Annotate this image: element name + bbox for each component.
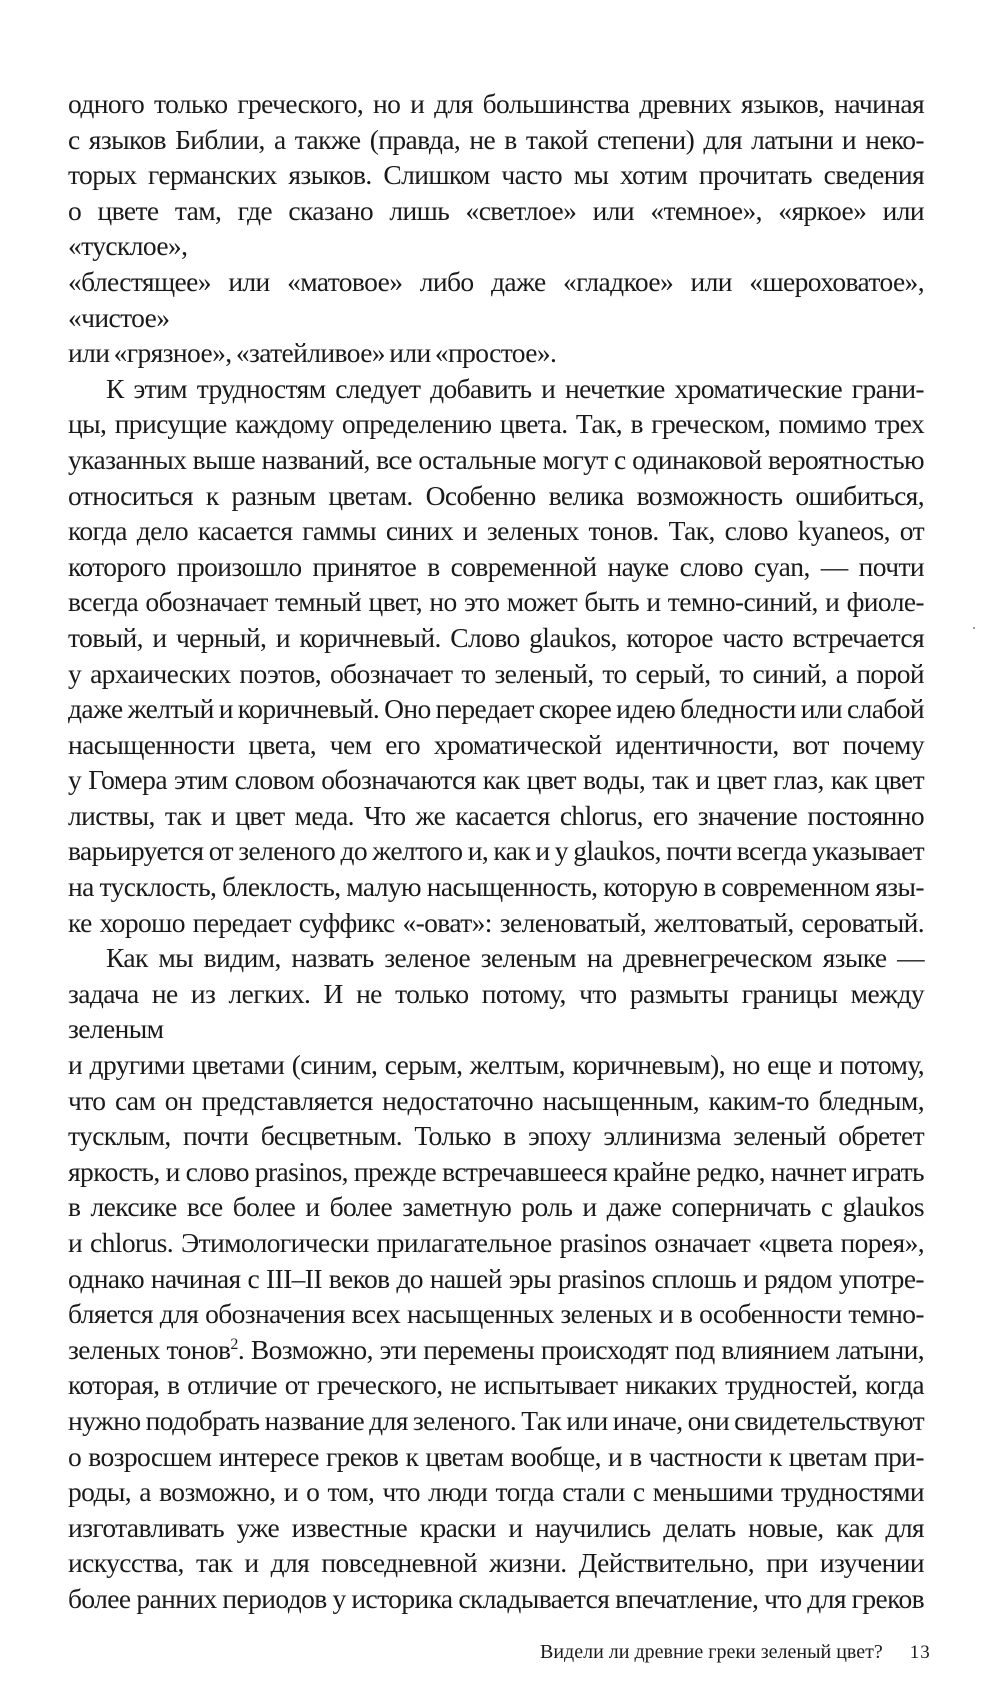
text-line: что сам он представляется недостаточно насыщенным, каким-то бледным, [68, 1084, 924, 1116]
text-line: листвы, так и цвет меда. Что же касается chlorus, его значение постоянно [68, 799, 924, 831]
text-line: более ранних периодов у историка складывается впечатление, что для греков [68, 1582, 924, 1614]
scan-speck [973, 627, 975, 629]
text-line: всегда обозначает темный цвет, но это может быть и темно-синий, и фиоле- [68, 586, 924, 618]
footnote-marker[interactable]: 2 [230, 1335, 238, 1353]
text-line: и другими цветами (синим, серым, желтым, коричневым), но еще и потому, [68, 1049, 924, 1081]
text-line: К этим трудностям следует добавить и нечеткие хроматические грани- [106, 372, 924, 404]
text-line: о возросшем интересе греков к цветам вообще, и в частности к цветам при- [68, 1440, 924, 1472]
text-line: с языков Библии, а также (правда, не в такой степени) для латыни и неко- [68, 123, 924, 155]
text-line: торых германских языков. Слишком часто мы хотим прочитать сведения [68, 159, 924, 191]
text-line: которая, в отличие от греческого, не испытывает никаких трудностей, когда [68, 1369, 924, 1401]
text-line: изготавливать уже известные краски и научились делать новые, как для [68, 1511, 924, 1543]
text-line: яркость, и слово prasinos, прежде встречавшееся крайне редко, начнет играть [68, 1155, 924, 1187]
text-line: роды, а возможно, и о том, что люди тогда стали с меньшими трудностями [68, 1476, 924, 1508]
text-line: относиться к разным цветам. Особенно велика возможность ошибиться, [68, 479, 924, 511]
text-line: товый, и черный, и коричневый. Слово glaukos, которое часто встречается [68, 621, 924, 653]
text-line-segment: . Возможно, эти перемены происходят под влиянием латыни, [237, 1333, 925, 1365]
text-line [68, 1332, 924, 1368]
text-line: указанных выше названий, все остальные могут с одинаковой вероятностью [68, 443, 924, 475]
text-line: задача не из легких. И не только потому, что размыты границы между зеленым [68, 977, 924, 1045]
text-line: цы, присущие каждому определению цвета. Так, в греческом, помимо трех [68, 408, 924, 440]
text-line: искусства, так и для повседневной жизни. Действительно, при изучении [68, 1547, 924, 1579]
text-line: Как мы видим, назвать зеленое зеленым на древнегреческом языке — [106, 942, 924, 974]
text-line: ке хорошо передает суффикс «-оват»: зеленоватый, желтоватый, сероватый. [68, 906, 924, 938]
text-line: насыщенности цвета, чем его хроматической идентичности, вот почему [68, 728, 924, 760]
body-text [68, 86, 924, 1617]
text-line-segment: зеленых тонов [68, 1333, 231, 1365]
running-title: Видели ли древние греки зеленый цвет? [540, 1641, 883, 1663]
text-line: бляется для обозначения всех насыщенных зеленых и в особенности темно- [68, 1298, 924, 1330]
running-footer [540, 1641, 931, 1664]
page-number: 13 [909, 1642, 931, 1663]
text-line: в лексике все более и более заметную роль и даже соперничать с glaukos [68, 1191, 924, 1223]
text-line: однако начиная с III–II веков до нашей эры prasinos сплошь и рядом употре- [68, 1262, 924, 1294]
text-line: у Гомера этим словом обозначаются как цвет воды, так и цвет глаз, как цвет [68, 764, 924, 796]
text-line: нужно подобрать название для зеленого. Так или иначе, они свидетельствуют [68, 1404, 924, 1436]
text-line: которого произошло принятое в современной науке слово cyan, — почти [68, 550, 924, 582]
text-line: варьируется от зеленого до желтого и, как и у glaukos, почти всегда указывает [68, 835, 924, 867]
text-line: одного только греческого, но и для большинства древних языков, начиная [68, 88, 924, 119]
text-line: или «грязное», «затейливое» или «простое». [68, 337, 557, 369]
text-line: на тусклость, блеклость, малую насыщенность, которую в современном язы- [68, 871, 924, 903]
text-line: «блестящее» или «матовое» либо даже «гладкое» или «шероховатое», «чистое» [68, 265, 924, 333]
text-line: когда дело касается гаммы синих и зеленых тонов. Так, слово kyaneos, от [68, 515, 924, 547]
text-line: тусклым, почти бесцветным. Только в эпоху эллинизма зеленый обретет [68, 1120, 924, 1152]
text-line: о цвете там, где сказано лишь «светлое» или «темное», «яркое» или «тусклое», [68, 194, 924, 262]
text-line: даже желтый и коричневый. Оно передает скорее идею бледности или слабой [68, 693, 924, 725]
text-line: у архаических поэтов, обозначает то зеленый, то серый, то синий, а порой [68, 657, 924, 689]
text-line: и chlorus. Этимологически прилагательное prasinos означает «цвета порея», [68, 1227, 924, 1258]
